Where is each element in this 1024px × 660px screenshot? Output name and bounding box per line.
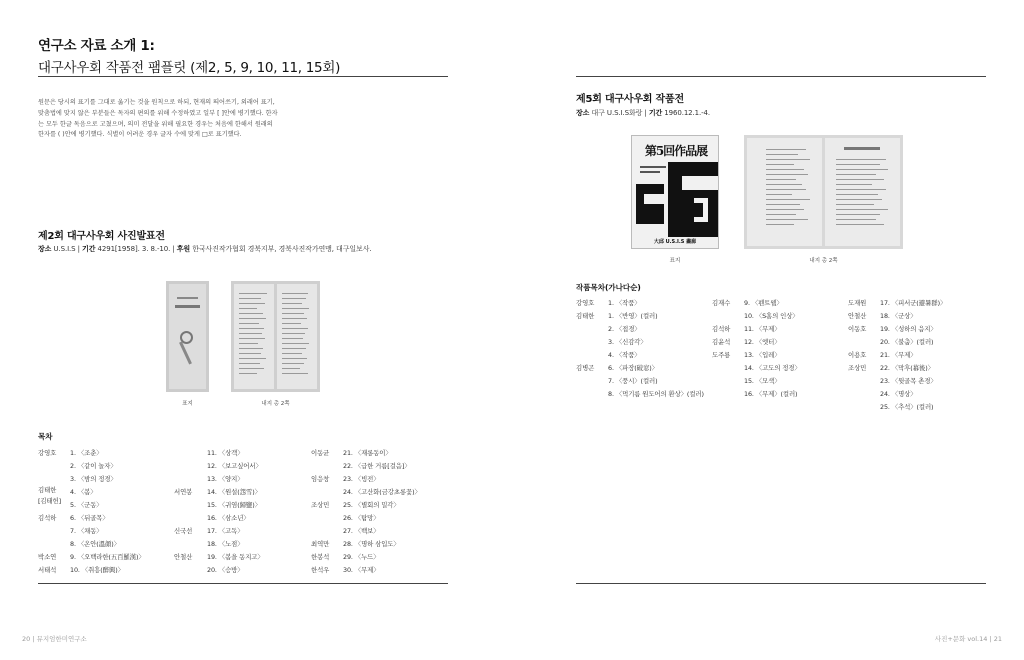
work-title: 24. 〈고산화(금강초롱꽃)〉 bbox=[343, 488, 421, 496]
intro-line: 한자를 ( )안에 병기했다. 식별이 어려운 경우 글자 수에 맞게 □로 표기했다. bbox=[38, 131, 242, 139]
page-footer-left: 20 | 뮤지엄한미연구소 bbox=[22, 635, 87, 643]
intro-paragraph bbox=[38, 98, 300, 141]
article-title: 연구소 자료 소개 1: bbox=[38, 38, 155, 54]
author-name: 이용호 bbox=[848, 351, 867, 359]
author-name: 최역만 bbox=[311, 540, 330, 548]
author-name: 이동호 bbox=[848, 325, 867, 333]
title-divider bbox=[576, 76, 986, 77]
work-title: 22. 〈급한 거름[걸음]〉 bbox=[343, 462, 411, 470]
author-name: 한봉석 bbox=[311, 553, 330, 561]
author-name: 조상민 bbox=[311, 501, 330, 509]
work-title: 19. 〈봄을 동지고〉 bbox=[207, 553, 264, 561]
work-title: 17. 〈피서군(避暑群)〉 bbox=[880, 299, 947, 307]
work-title: 10. 〈S홈의 인상〉 bbox=[744, 312, 799, 320]
work-title: 8. 〈온안(溫顔)〉 bbox=[70, 540, 120, 548]
work-title: 9. 〈펜트웹〉 bbox=[744, 299, 783, 307]
work-title: 4. 〈작품〉 bbox=[608, 351, 641, 359]
page-footer-right: 사진+문화 vol.14 | 21 bbox=[934, 635, 1002, 643]
cover-small-text bbox=[640, 171, 660, 173]
cover-geometric-cut bbox=[694, 198, 708, 222]
venue-label: 장소 bbox=[576, 109, 590, 117]
author-name: 임응창 bbox=[311, 475, 330, 483]
author-name: 도재원 bbox=[848, 299, 867, 307]
work-title: 7. 〈풍시〉(컬러) bbox=[608, 377, 658, 385]
work-title: 8. 〈먹기름 원도어의 환상〉(컬러) bbox=[608, 390, 704, 398]
intro-line: 원문은 당시의 표기를 그대로 옮기는 것을 원칙으로 하되, 현재의 띄어쓰기, 외래어 표기, bbox=[38, 99, 275, 106]
work-title: 6. 〈뒤골목〉 bbox=[70, 514, 109, 522]
bottom-divider bbox=[576, 583, 986, 584]
work-title: 26. 〈탐망〉 bbox=[343, 514, 380, 522]
work-title: 9. 〈오백라한(五百羅漢)〉 bbox=[70, 553, 145, 561]
cover-title-mark bbox=[175, 305, 200, 308]
cover-footer-text: 大邱 U.S.I.S 畵廊 bbox=[653, 239, 697, 245]
author-name-alt: [김태헌] bbox=[38, 497, 62, 505]
work-title: 3. 〈밤의 정경〉 bbox=[70, 475, 117, 483]
inner-caption: 내지 총 2쪽 bbox=[809, 258, 838, 264]
intro-line: 는 모두 한글 독음으로 고쳤으며, 의미 전달을 위해 필요한 경우는 처음에 한해서 원래의 bbox=[38, 120, 273, 128]
inner-text-lines bbox=[836, 159, 892, 229]
work-title: 7. 〈채동〉 bbox=[70, 527, 103, 535]
work-title: 15. 〈귀염(歸鹽)〉 bbox=[207, 501, 261, 509]
inner-caption: 내지 총 2쪽 bbox=[261, 401, 290, 407]
work-title: 2. 〈같이 놀자〉 bbox=[70, 462, 117, 470]
cover-geometric-cut bbox=[644, 194, 664, 204]
sponsor-value: 한국사진작가협회 경북지부, 경북사진작가연맹, 대구일보사. bbox=[192, 245, 372, 253]
exhibition-meta: 장소 대구 U.S.I.S화랑 | 기간 1960.12.1.-4. bbox=[576, 109, 711, 117]
author-name: 신국선 bbox=[174, 527, 193, 535]
author-name: 이동균 bbox=[311, 449, 330, 457]
work-title: 16. 〈무제〉(컬러) bbox=[744, 390, 798, 398]
sponsor-label: 후원 bbox=[176, 245, 191, 253]
work-title: 11. 〈상객〉 bbox=[207, 449, 244, 457]
venue-value: U.S.I.S bbox=[53, 245, 76, 253]
cover-title-mark bbox=[177, 297, 198, 299]
work-title: 24. 〈명상〉 bbox=[880, 390, 917, 398]
work-title: 25. 〈별회의 밀각〉 bbox=[343, 501, 400, 509]
author-name: 김재수 bbox=[712, 299, 731, 307]
work-title: 1. 〈조춘〉 bbox=[70, 449, 103, 457]
inner-text-lines bbox=[239, 293, 269, 378]
section-title: 제2회 대구사우회 사진발표전 bbox=[38, 231, 165, 242]
work-title: 3. 〈신감각〉 bbox=[608, 338, 647, 346]
author-name: 도주룡 bbox=[712, 351, 731, 359]
work-title: 17. 〈고독〉 bbox=[207, 527, 244, 535]
work-title: 5. 〈군동〉 bbox=[70, 501, 103, 509]
work-title: 21. 〈무제〉 bbox=[880, 351, 917, 359]
work-title: 18. 〈노점〉 bbox=[207, 540, 244, 548]
author-name: 박소연 bbox=[38, 553, 57, 561]
work-title: 13. 〈양지〉 bbox=[207, 475, 244, 483]
work-title: 1. 〈작품〉 bbox=[608, 299, 641, 307]
author-name: 서태석 bbox=[38, 566, 57, 574]
cover-caption: 표지 bbox=[669, 258, 681, 264]
work-title: 25. 〈추석〉(컬러) bbox=[880, 403, 934, 411]
author-name: 조상민 bbox=[848, 364, 867, 372]
author-name: 강영호 bbox=[38, 449, 57, 457]
author-name: 강영호 bbox=[576, 299, 595, 307]
work-title: 10. 〈취흥(醉興)〉 bbox=[70, 566, 124, 574]
period-label: 기간 bbox=[648, 109, 663, 117]
pamphlet-cover-photo bbox=[166, 281, 209, 392]
works-heading: 작품목차(가나다순) bbox=[576, 283, 641, 292]
work-title: 20. 〈불춤〉(컬러) bbox=[880, 338, 934, 346]
work-title: 23. 〈뒷골목 촌경〉 bbox=[880, 377, 937, 385]
inner-heading-mark bbox=[844, 147, 880, 150]
bottom-divider bbox=[38, 583, 448, 584]
work-title: 19. 〈성하의 음지〉 bbox=[880, 325, 937, 333]
author-name: 안철산 bbox=[848, 312, 867, 320]
work-title: 15. 〈모색〉 bbox=[744, 377, 781, 385]
work-title: 4. 〈봄〉 bbox=[70, 488, 97, 496]
work-title: 16. 〈삼소년〉 bbox=[207, 514, 250, 522]
work-title: 13. 〈입레〉 bbox=[744, 351, 781, 359]
author-name: 김윤석 bbox=[712, 338, 731, 346]
work-title: 11. 〈무제〉 bbox=[744, 325, 781, 333]
author-name: 김석하 bbox=[712, 325, 731, 333]
inner-text-lines bbox=[766, 149, 814, 229]
work-title: 28. 〈명하 삼입도〉 bbox=[343, 540, 400, 548]
work-title: 1. 〈반영〉(컬러) bbox=[608, 312, 658, 320]
section-title: 제5회 대구사우회 작품전 bbox=[576, 94, 684, 105]
work-title: 30. 〈무제〉 bbox=[343, 566, 380, 574]
title-divider bbox=[38, 76, 448, 77]
period-label: 기간 bbox=[82, 245, 96, 253]
venue-value: 대구 U.S.I.S화랑 bbox=[591, 109, 643, 117]
work-title: 20. 〈승방〉 bbox=[207, 566, 244, 574]
toc-heading: 목차 bbox=[38, 432, 53, 441]
author-name: 김병곤 bbox=[576, 364, 595, 372]
article-subtitle: 대구사우회 작품전 팸플릿 (제2, 5, 9, 10, 11, 15회) bbox=[38, 60, 341, 76]
pamphlet-inner-photo bbox=[231, 281, 320, 392]
cover-geometric-block bbox=[668, 162, 718, 237]
author-name: 김석하 bbox=[38, 514, 57, 522]
cover-geometric-bar bbox=[636, 184, 664, 224]
exhibition-meta: 장소 U.S.I.S | 기간 4291[1958]. 3. 8.-10. | 후원 한국사진작가협회 경북지부, 경북사진작가연맹, 대구일보사. bbox=[38, 245, 372, 253]
cover-calligraphy: 第5回作品展 bbox=[644, 144, 708, 158]
work-title: 6. 〈파장(破窓)〉 bbox=[608, 364, 658, 372]
work-title: 27. 〈백보〉 bbox=[343, 527, 380, 535]
period-value: 1960.12.1.-4. bbox=[664, 109, 711, 117]
cover-caption: 표지 bbox=[182, 401, 193, 407]
intro-line: 맞춤법에 맞지 않은 부분들은 독자의 편의를 위해 수정하였고 일부 [ ]안에 병기했다. 한자 bbox=[38, 109, 278, 117]
period-value: 4291[1958]. 3. 8.-10. bbox=[97, 245, 171, 253]
work-title: 21. 〈재롱동이〉 bbox=[343, 449, 392, 457]
author-name: 안철산 bbox=[174, 553, 193, 561]
author-name: 김태한 bbox=[576, 312, 595, 320]
work-title: 2. 〈접경〉 bbox=[608, 325, 641, 333]
work-title: 22. 〈막후(幕後)〉 bbox=[880, 364, 934, 372]
work-title: 12. 〈엣터〉 bbox=[744, 338, 781, 346]
cover-geometric-cut bbox=[682, 176, 718, 190]
work-title: 18. 〈군상〉 bbox=[880, 312, 917, 320]
work-title: 23. 〈빙전〉 bbox=[343, 475, 380, 483]
author-name: 한석우 bbox=[311, 566, 330, 574]
author-name: 김태한 bbox=[38, 486, 57, 494]
cover-small-text bbox=[640, 166, 666, 168]
work-title: 14. 〈고도의 정경〉 bbox=[744, 364, 801, 372]
work-title: 12. 〈보고싶어서〉 bbox=[207, 462, 262, 470]
author-name: 서연봉 bbox=[174, 488, 193, 496]
inner-text-lines bbox=[282, 293, 312, 378]
venue-label: 장소 bbox=[38, 245, 52, 253]
pamphlet-inner-photo bbox=[744, 135, 903, 249]
work-title: 14. 〈원설(怨雪)〉 bbox=[207, 488, 261, 496]
work-title: 29. 〈누드〉 bbox=[343, 553, 380, 561]
pamphlet-cover-photo bbox=[631, 135, 719, 249]
